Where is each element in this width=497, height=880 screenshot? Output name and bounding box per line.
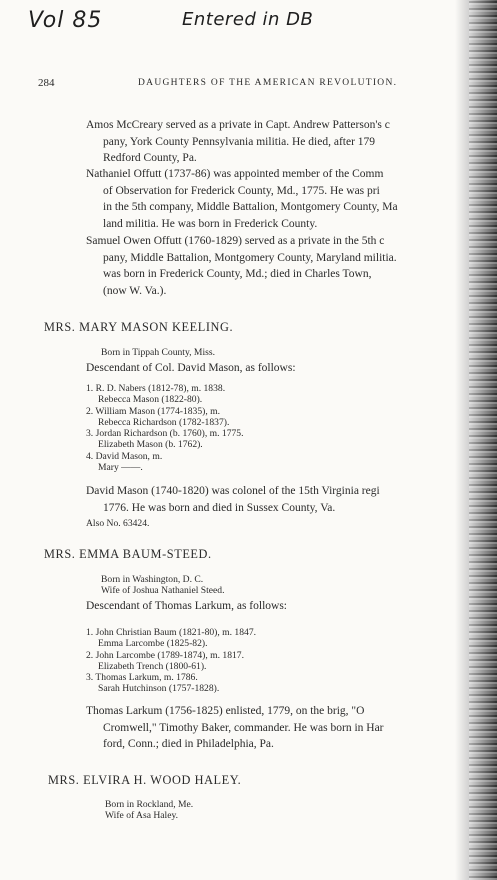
- lineage-line: 3. Jordan Richardson (b. 1760), m. 1775.: [86, 428, 244, 440]
- lineage-line: 3. Thomas Larkum, m. 1786.: [86, 672, 198, 684]
- lineage-line: Sarah Hutchinson (1757-1828).: [98, 683, 220, 695]
- entry-line: Nathaniel Offutt (1737-86) was appointed member of the Comm: [86, 168, 384, 180]
- book-edge-texture: [469, 0, 497, 880]
- lineage-steed: [86, 627, 256, 695]
- entry-line: Samuel Owen Offutt (1760-1829) served as a private in the 5th c: [86, 235, 385, 247]
- bio-line: Born in Rockland, Me.: [105, 799, 194, 810]
- entry-line: land militia. He was born in Frederick County.: [103, 217, 318, 230]
- bio-steed: [101, 574, 225, 597]
- lineage-line: Rebecca Mason (1822-80).: [98, 394, 203, 406]
- entry-nathaniel-offutt: [86, 166, 398, 232]
- narrative-line: Cromwell," Timothy Baker, commander. He was born in Har: [103, 721, 384, 734]
- bio-line: Wife of Asa Haley.: [105, 810, 179, 822]
- entry-samuel-owen-offutt: [86, 233, 397, 299]
- entry-line: was born in Frederick County, Md.; died in Charles Town,: [103, 268, 372, 281]
- handwritten-entered-note: Entered in DB: [182, 9, 314, 30]
- descendant-line-steed: Descendant of Thomas Larkum, as follows:: [86, 600, 287, 612]
- entry-amos-mccreary: [86, 117, 390, 167]
- entry-line: Amos McCreary served as a private in Capt. Andrew Patterson's c: [86, 119, 390, 131]
- descendant-line-keeling: Descendant of Col. David Mason, as follows:: [86, 362, 296, 374]
- lineage-line: 1. John Christian Baum (1821-80), m. 1847.: [86, 627, 257, 638]
- narrative-line: 1776. He was born and died in Sussex County, Va.: [103, 501, 336, 514]
- entry-line: (now W. Va.).: [103, 284, 167, 297]
- also-number-keeling: Also No. 63424.: [86, 518, 150, 529]
- section-heading-keeling: MRS. MARY MASON KEELING.: [44, 320, 234, 334]
- bio-line: Born in Washington, D. C.: [101, 574, 204, 585]
- running-title: DAUGHTERS OF THE AMERICAN REVOLUTION.: [138, 78, 398, 88]
- entry-line: pany, Middle Battalion, Montgomery County, Maryland militia.: [103, 251, 397, 264]
- lineage-line: 2. John Larcombe (1789-1874), m. 1817.: [86, 649, 245, 661]
- section-heading-haley: MRS. ELVIRA H. WOOD HALEY.: [48, 773, 242, 787]
- entry-line: Redford County, Pa.: [103, 152, 197, 165]
- lineage-line: Rebecca Richardson (1782-1837).: [98, 416, 230, 428]
- lineage-line: 1. R. D. Nabers (1812-78), m. 1838.: [86, 383, 226, 394]
- handwritten-volume-note: Vol 85: [28, 8, 103, 33]
- entry-line: pany, York County Pennsylvania militia. He died, after 179: [103, 135, 376, 148]
- narrative-line: Thomas Larkum (1756-1825) enlisted, 1779, on the brig, "O: [86, 705, 365, 717]
- narrative-steed: [86, 703, 384, 753]
- lineage-keeling: [86, 383, 243, 473]
- lineage-line: 4. David Mason, m.: [86, 450, 163, 462]
- narrative-line: David Mason (1740-1820) was colonel of the 15th Virginia regi: [86, 485, 380, 497]
- lineage-line: Elizabeth Mason (b. 1762).: [98, 439, 203, 451]
- section-heading-steed: MRS. EMMA BAUM-STEED.: [44, 547, 212, 561]
- bio-line: Wife of Joshua Nathaniel Steed.: [101, 585, 225, 597]
- lineage-line: Emma Larcombe (1825-82).: [98, 638, 208, 650]
- bio-keeling: [101, 347, 215, 358]
- narrative-keeling: [86, 483, 380, 516]
- lineage-line: Elizabeth Trench (1800-61).: [98, 660, 207, 672]
- entry-line: of Observation for Frederick County, Md., 1775. He was pri: [103, 184, 380, 197]
- bio-haley: [105, 799, 193, 822]
- narrative-line: ford, Conn.; died in Philadelphia, Pa.: [103, 738, 274, 751]
- lineage-line: 2. William Mason (1774-1835), m.: [86, 405, 221, 417]
- entry-line: in the 5th company, Middle Battalion, Montgomery County, Ma: [103, 201, 398, 214]
- bio-line: Born in Tippah County, Miss.: [101, 347, 215, 358]
- page-number: 284: [38, 77, 55, 89]
- lineage-line: Mary ——.: [98, 462, 143, 474]
